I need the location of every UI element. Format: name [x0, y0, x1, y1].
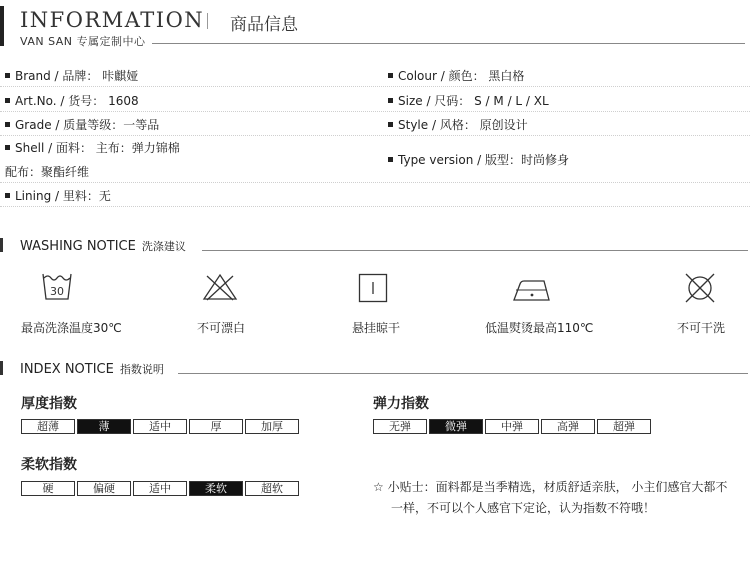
tip-line-2: 一样，不可以个人感官下定论，认为指数不符哦！ — [391, 501, 656, 515]
elasticity-option: 中弹 — [485, 419, 539, 434]
bullet-icon — [5, 145, 10, 150]
index-rule — [178, 373, 748, 374]
elasticity-option: 超弹 — [597, 419, 651, 434]
header-separator — [207, 13, 208, 29]
no-dry-clean-icon — [683, 272, 717, 304]
softness-option: 硬 — [21, 481, 75, 496]
elasticity-option: 无弹 — [373, 419, 427, 434]
bullet-icon — [388, 98, 393, 103]
header-rule — [152, 43, 745, 44]
elasticity-option-selected: 微弹 — [429, 419, 483, 434]
thickness-option: 加厚 — [245, 419, 299, 434]
softness-scale — [21, 481, 299, 496]
shell-field — [5, 139, 180, 156]
bullet-icon — [388, 122, 393, 127]
header-accent-bar — [0, 6, 4, 46]
softness-index-title: 柔软指数 — [21, 457, 77, 473]
size-field — [388, 92, 549, 109]
row-divider — [0, 111, 750, 112]
bullet-icon — [5, 98, 10, 103]
thickness-option: 超薄 — [21, 419, 75, 434]
elasticity-scale — [373, 419, 651, 434]
header-subtitle: VAN SAN 专属定制中心 — [20, 35, 146, 48]
row-divider — [0, 86, 750, 87]
brand-text: Brand / 品牌： 咔麒娅 — [15, 69, 139, 83]
tip-line-1: ☆ 小贴士：面料都是当季精选，材质舒适亲肤， 小主们感官大都不 — [373, 480, 728, 494]
grade-text: Grade / 质量等级：一等品 — [15, 118, 160, 132]
shell-continuation: 配布：聚酯纤维 — [5, 165, 90, 179]
size-text: Size / 尺码： S / M / L / XL — [398, 94, 549, 108]
low-iron-label: 低温熨烫最高110℃ — [485, 321, 594, 335]
row-divider — [0, 182, 750, 183]
thickness-scale — [21, 419, 299, 434]
index-notice-title — [20, 361, 164, 377]
style-text: Style / 风格： 原创设计 — [398, 118, 528, 132]
hang-dry-label: 悬挂晾干 — [352, 321, 401, 335]
bullet-icon — [5, 122, 10, 127]
header-title-cn: 商品信息 — [230, 15, 298, 35]
shell-text: Shell / 面料： 主布：弹力锦棉 — [15, 141, 180, 155]
thickness-option: 厚 — [189, 419, 243, 434]
style-field — [388, 116, 528, 133]
colour-field — [388, 67, 524, 84]
softness-option: 偏硬 — [77, 481, 131, 496]
type-version-text: Type version / 版型：时尚修身 — [398, 153, 570, 167]
low-iron-icon — [512, 277, 552, 303]
hang-dry-icon — [358, 273, 388, 303]
index-section-mark — [0, 361, 3, 375]
elasticity-index-title: 弹力指数 — [373, 396, 429, 412]
washing-notice-title — [20, 238, 186, 254]
colour-text: Colour / 颜色： 黑白格 — [398, 69, 525, 83]
washing-title-cn: 洗涤建议 — [141, 240, 186, 253]
row-divider — [0, 135, 750, 136]
lining-text: Lining / 里料：无 — [15, 189, 111, 203]
bullet-icon — [388, 73, 393, 78]
thickness-option: 适中 — [133, 419, 187, 434]
row-divider — [0, 206, 750, 207]
washing-section-mark — [0, 238, 3, 252]
no-bleach-icon — [201, 272, 239, 302]
softness-option-selected: 柔软 — [189, 481, 243, 496]
no-dry-clean-label: 不可干洗 — [677, 321, 726, 335]
wash-temp-value: 30 — [50, 285, 64, 298]
softness-option: 适中 — [133, 481, 187, 496]
bullet-icon — [5, 193, 10, 198]
elasticity-option: 高弹 — [541, 419, 595, 434]
thickness-index-title: 厚度指数 — [21, 396, 77, 412]
bullet-icon — [388, 157, 393, 162]
artno-field — [5, 92, 139, 109]
brand-field — [5, 67, 138, 84]
washing-title-en: WASHING NOTICE — [20, 239, 136, 254]
index-title-cn: 指数说明 — [119, 363, 164, 376]
no-bleach-label: 不可漂白 — [197, 321, 246, 335]
wash-30-icon — [42, 272, 72, 302]
index-title-en: INDEX NOTICE — [20, 362, 114, 377]
type-version-field — [388, 151, 569, 168]
wash-temp-label: 最高洗涤温度30℃ — [21, 321, 122, 335]
washing-rule — [202, 250, 748, 251]
grade-field — [5, 116, 159, 133]
lining-field — [5, 187, 111, 204]
artno-text: Art.No. / 货号： 1608 — [15, 94, 139, 108]
header-title-en: INFORMATION — [20, 8, 205, 32]
softness-option: 超软 — [245, 481, 299, 496]
bullet-icon — [5, 73, 10, 78]
thickness-option-selected: 薄 — [77, 419, 131, 434]
